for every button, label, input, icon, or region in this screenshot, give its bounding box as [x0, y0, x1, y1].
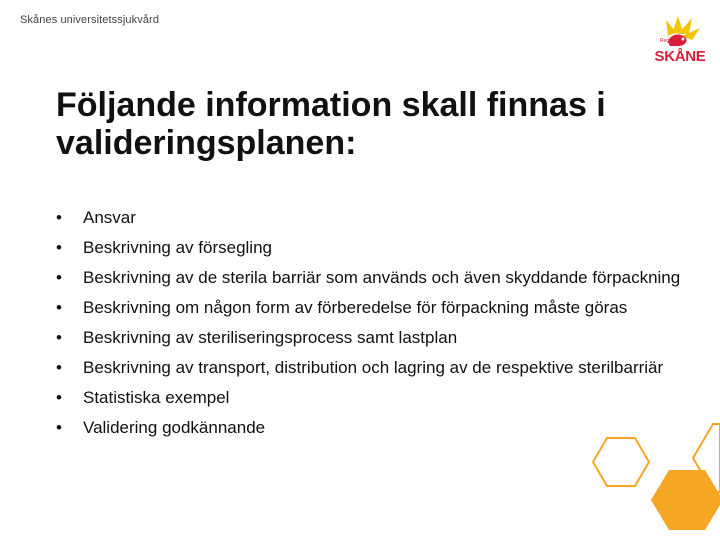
bullet-item: [56, 238, 706, 257]
bullet-item: [56, 268, 706, 287]
bullet-text: Validering godkännande: [83, 418, 266, 437]
bullet-item: [56, 328, 706, 347]
hexagon-decoration: [585, 400, 720, 540]
bullet-marker: •: [56, 268, 62, 287]
bullet-marker: •: [56, 328, 62, 347]
bullet-text: Beskrivning om någon form av förberedelse för förpackning måste göras: [83, 298, 628, 317]
bullet-marker: •: [56, 298, 62, 317]
bullet-marker: •: [56, 208, 62, 227]
region-skane-logo: [652, 12, 708, 66]
hexagon-outline-left: [593, 438, 649, 486]
bullet-text: Beskrivning av transport, distribution och lagring av de respektive sterilbarriär: [83, 358, 664, 377]
bullet-marker: •: [56, 238, 62, 257]
bullet-item: [56, 298, 706, 317]
hexagon-filled: [651, 470, 720, 530]
bullet-item: [56, 208, 706, 227]
bullet-text: Beskrivning av de sterila barriär som används och även skyddande förpackning: [83, 268, 681, 287]
logo-small-text: Region: [660, 38, 676, 44]
bullet-marker: •: [56, 388, 62, 407]
bullet-marker: •: [56, 418, 62, 437]
slide-title: Följande information skall finnas i valideringsplanen:: [56, 86, 606, 162]
bullet-text: Statistiska exempel: [83, 388, 230, 407]
bullet-marker: •: [56, 358, 62, 377]
griffin-sun-icon: [652, 12, 708, 52]
bullet-text: Beskrivning av steriliseringsprocess samt lastplan: [83, 328, 458, 347]
bullet-text: Ansvar: [83, 208, 136, 227]
bullet-item: [56, 358, 706, 377]
logo-wordmark: SKÅNE: [654, 48, 706, 65]
bullet-text: Beskrivning av försegling: [83, 238, 272, 257]
organization-name: Skånes universitetssjukvård: [20, 14, 160, 26]
